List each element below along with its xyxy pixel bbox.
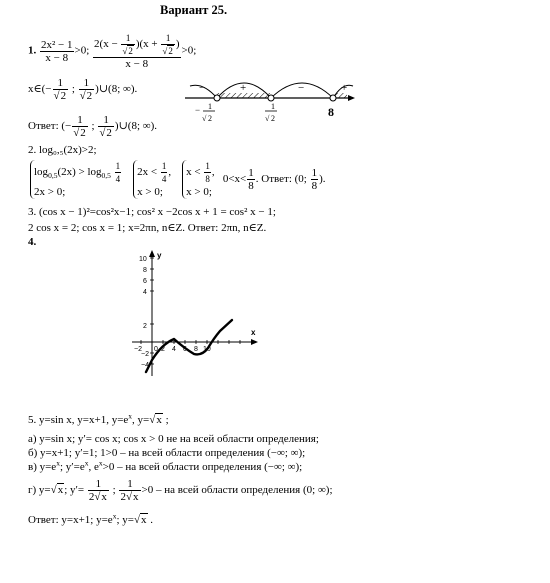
svg-text:1: 1	[271, 102, 275, 111]
task1-number: 1.	[28, 44, 37, 57]
svg-text:√: √	[265, 114, 270, 123]
svg-text:2: 2	[208, 114, 212, 123]
sign-4: +	[341, 82, 348, 94]
svg-text:−2: −2	[141, 351, 149, 358]
x-axis-label: x	[251, 328, 256, 337]
task5-c: в) $y=e^x$; $y'=e^x$, $e^x>0$ – на всей области определения (−∞; ∞);	[28, 458, 303, 473]
task5-g: г) y=√x; y′= $\frac{1}{2√x}$ ; $\frac{1}{2√x}$ >0 – на всей области определения (0; ∞);	[28, 478, 333, 503]
task5-a: а) y=sin x; y′= cos x; cos x > 0 не на всей области определения;	[28, 433, 319, 445]
svg-text:2: 2	[161, 346, 165, 353]
function-curve	[146, 320, 232, 372]
task4-number: 4.	[28, 236, 37, 248]
svg-text:4: 4	[172, 346, 176, 353]
svg-text:8: 8	[143, 267, 147, 274]
svg-text:−: −	[195, 105, 201, 115]
task2-system-3: x < $\frac{1}{8}$ , x > 0;	[182, 160, 214, 199]
y-axis-arrow-icon	[149, 250, 155, 257]
task3-line1: 3. (cos x − 1)²=cos²x−1; cos² x −2cos x + 1 = cos² x − 1;	[28, 206, 276, 218]
y-axis-label: y	[157, 251, 162, 260]
function-graph	[128, 248, 263, 383]
task1-inequality: 1. $\frac{\text{2x² − 1}}{x - 8}$ >0; 2(x − $\frac{1}{√2}$ )(x + $\frac{1}{√2}$ ) x − 8 >0;	[28, 33, 197, 70]
svg-text:10: 10	[139, 256, 147, 263]
svg-text:−2: −2	[134, 346, 142, 353]
axis-arrow-icon	[348, 95, 355, 101]
task5-b: б) y=x+1; y′=1; 1>0 – на всей области определения (−∞; ∞);	[28, 447, 306, 459]
task3-line2: 2 cos x = 2; cos x = 1; x=2πn, n∈Z. Ответ: 2πn, n∈Z.	[28, 222, 267, 234]
svg-text:6: 6	[143, 278, 147, 285]
svg-text:6: 6	[183, 346, 187, 353]
x-axis-arrow-icon	[251, 339, 258, 345]
svg-text:2: 2	[143, 323, 147, 330]
sign-2: +	[240, 82, 247, 94]
task1-solution-set: x∈(− $\frac{1}{√2}$ ; $\frac{1}{√2}$ )∪(8; ∞).	[28, 77, 138, 102]
task1-answer: Ответ: (− $\frac{1}{√2}$ ; $\frac{1}{√2}$ )∪(8; ∞).	[28, 114, 158, 139]
sign-3: −	[298, 82, 305, 94]
task1-fraction-2: 2(x − $\frac{1}{√2}$ )(x + $\frac{1}{√2}$ ) x − 8	[94, 33, 180, 70]
task2-system-1: $\log_{0,5}(2x) > \log_{0,5}$ $\frac{1}{4}$ 2x > 0;	[30, 160, 122, 199]
svg-text:8: 8	[194, 346, 198, 353]
task2-answer: . Ответ: (0;	[255, 173, 307, 186]
svg-text:−4: −4	[141, 362, 149, 369]
task1-fraction-1: $\frac{\text{2x² − 1}}{x - 8}$	[41, 38, 73, 64]
page-title: Вариант 25.	[160, 3, 228, 17]
task5-statement: 5. y=sin x, y=x+1, $y=e^x$, y=√x ;	[28, 411, 169, 426]
task2-systems: $\log_{0,5}(2x) > \log_{0,5}$ $\frac{1}{4}$ 2x > 0; 2x < $\frac{1}{4}$ , x > 0; x < $\frac{1}{8}$ , x > 0; 0<x< $\frac{1}{8}$ . Ответ: (0; $\frac{1}{8}$ ).	[30, 160, 326, 199]
interval-method-axis	[185, 70, 360, 130]
point-8	[330, 95, 336, 101]
svg-text:4: 4	[143, 289, 147, 296]
task5-answer: Ответ: y=x+1; $y=e^x$; y=√x .	[28, 511, 153, 526]
svg-text:1: 1	[208, 102, 212, 111]
sign-1: −	[199, 82, 206, 94]
task2-system-2: 2x < $\frac{1}{4}$ , x > 0;	[133, 160, 171, 199]
point-inv-sqrt2	[268, 95, 274, 101]
svg-text:10: 10	[203, 346, 211, 353]
svg-text:2: 2	[271, 114, 275, 123]
label-8: 8	[328, 105, 334, 119]
point-minus-inv-sqrt2	[214, 95, 220, 101]
svg-text:√: √	[202, 114, 207, 123]
task2-statement: 2. log₀,₅(2x)>2;	[28, 144, 97, 156]
svg-text:0: 0	[154, 346, 158, 353]
